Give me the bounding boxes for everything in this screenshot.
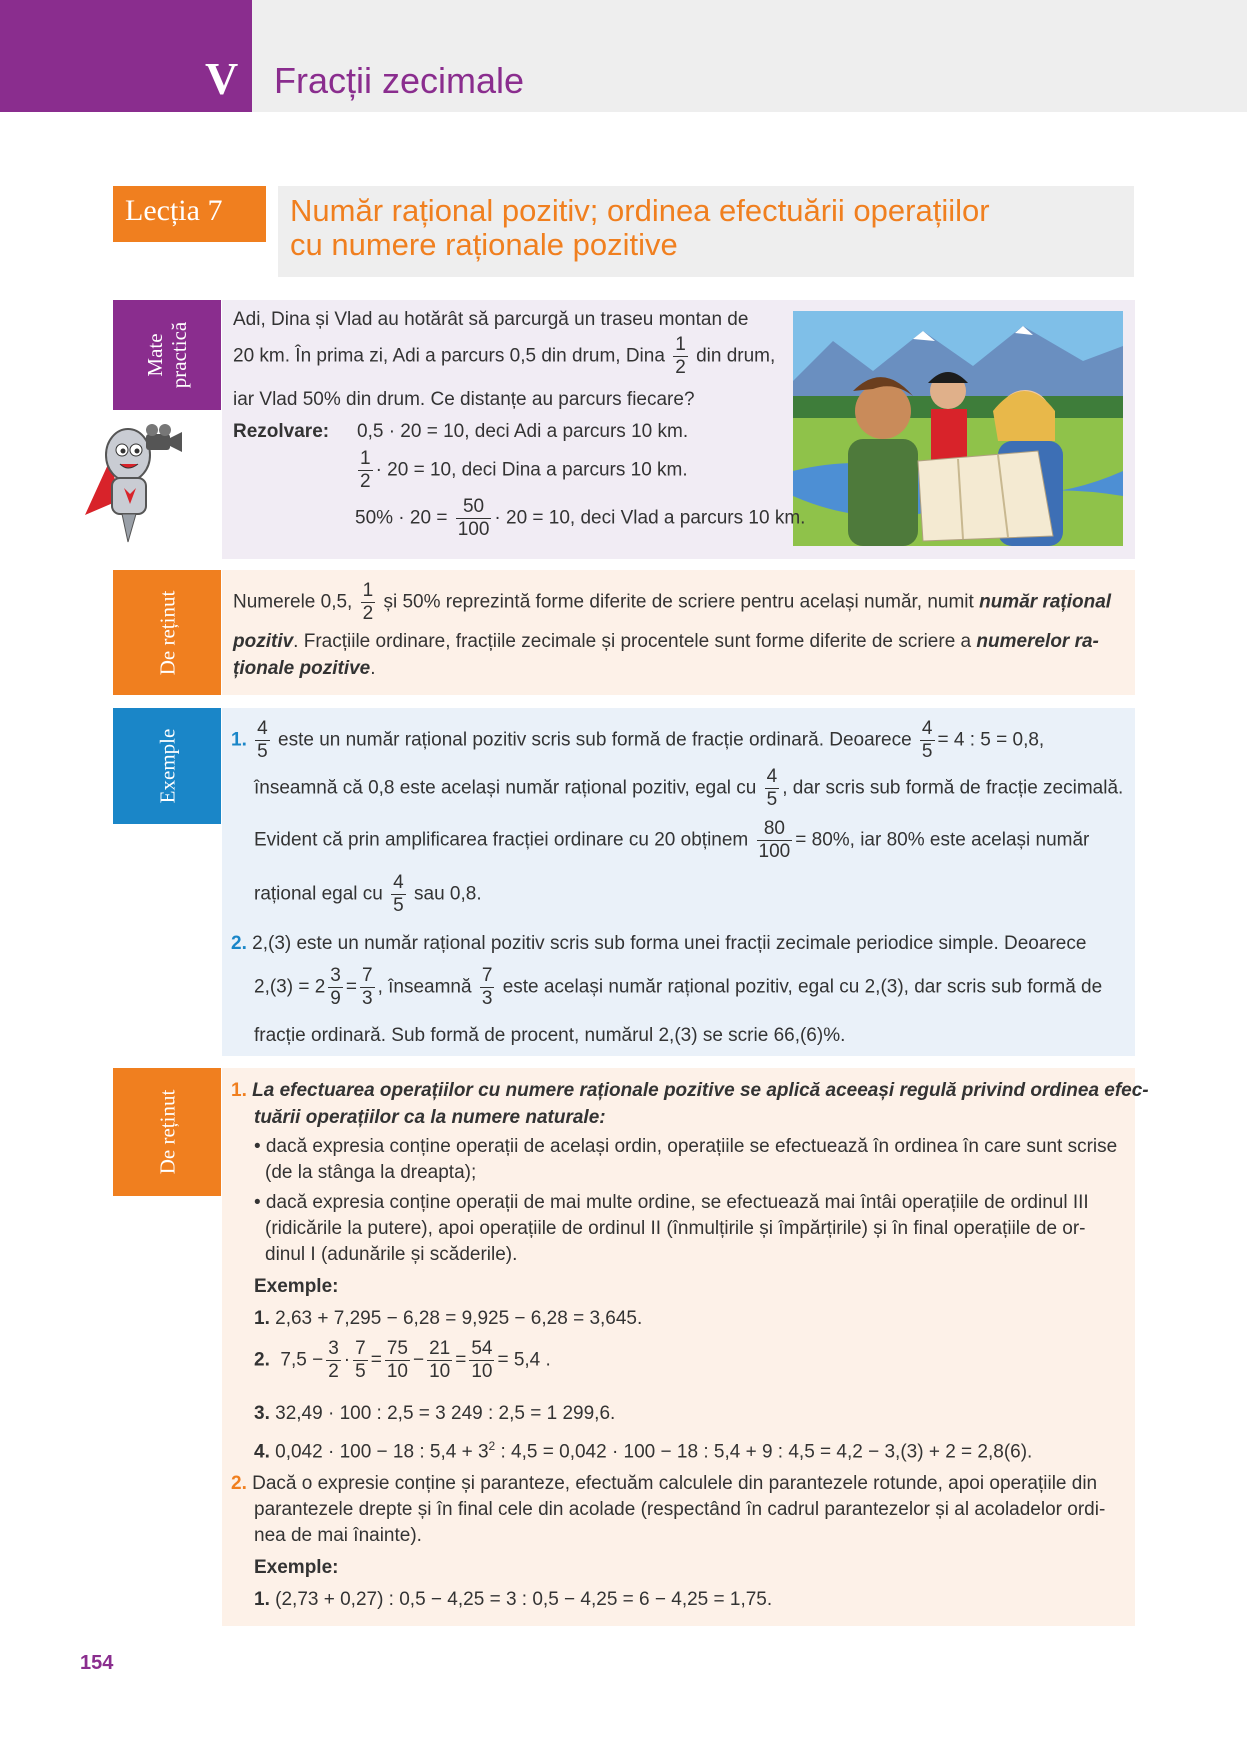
denominator: 10 [429,1361,451,1382]
tab-retinut1-label: De reținut [155,590,179,675]
exemplu-number: 1. [231,729,247,751]
mp-line2 [233,334,775,379]
calc-1-text: 2,63 + 7,295 − 6,28 = 9,925 − 6,28 = 3,645. [275,1308,643,1329]
numerator: 3 [330,965,341,986]
calc-number: 4. [254,1441,270,1463]
calc-4-exponent: 2 [488,1439,496,1453]
fraction-7-3 [480,965,495,1010]
fraction-4-5 [391,872,406,917]
lesson-title-line2: cu numere raționale pozitive [290,227,678,262]
fraction-3-2 [326,1338,341,1383]
denominator: 10 [386,1361,408,1382]
calc-4-a: 0,042 · 100 − 18 : 5,4 + 3 [275,1441,489,1463]
calc-2-d: = [455,1349,467,1371]
calc-example-2: 2. 7,5 − $\frac{3}{2}$ · $\frac{7}{5}$ = $\frac{75}{10}$ − $\frac{21}{10}$ = $\frac{54}{10}$ = 5,4 . [254,1338,551,1382]
calc-4-b: : 4,5 = 0,042 · 100 − 18 : 5,4 + 9 : 4,5 = 4,2 − 3,(3) + 2 = 2,8(6). [495,1441,1033,1463]
numerator: 1 [362,580,374,601]
page-number: 154 [80,1652,114,1674]
calc-number: 3. [254,1403,270,1424]
fraction-54-10 [469,1338,494,1383]
mp-line2-a: 20 km. În prima zi, Adi a parcurs 0,5 din drum, Dina [233,345,665,367]
numerator: 21 [429,1338,451,1359]
mp-line1: Adi, Dina și Vlad au hotărât să parcurgă un traseu montan de [233,309,749,330]
exemplu-2-a: 2,(3) este un număr rațional pozitiv scris sub forma unei fracții zecimale periodice simple. Deoarece [252,933,1087,954]
exemplu-1-h: sau 0,8. [414,883,482,905]
exemplu-1-a: este un număr rațional pozitiv scris sub formă de fracție ordinară. Deoarece [278,729,912,751]
retinut1-line1 [233,580,1111,625]
denominator: 100 [758,841,791,862]
rezolvare-line3-b: · 20 = 10, deci Vlad a parcurs 10 km. [494,507,806,529]
tab-retinut2-label: De reținut [155,1089,179,1175]
retinut1-l1-a: Numerele 0,5, [233,591,353,613]
rezolvare-line2-text: · 20 = 10, deci Dina a parcurs 10 km. [375,459,688,481]
tab-mate-label: Mate practică [142,321,191,389]
denominator: 2 [675,357,686,378]
mascot-illustration [80,420,190,545]
retinut1-l1-b: și 50% reprezintă forme diferite de scriere pentru același număr, numit [383,591,974,613]
fraction-7-3 [360,965,375,1010]
calc-example-3 [254,1402,615,1426]
exemplu-2-line1 [231,932,1086,956]
fraction-4-5 [255,718,270,763]
denominator: 5 [766,789,778,810]
numerator: 1 [675,334,686,355]
fraction-75-10 [385,1338,410,1383]
exemplu-1-line2 [254,766,1123,811]
rule-1-bullet1-line1: • dacă expresia conține operații de același ordin, operațiile se efectuează în ordinea în care sunt scrise [254,1136,1118,1157]
denominator: 2 [328,1361,339,1382]
retinut1-l3-b: . [370,658,376,679]
exemplu-2-b: 2,(3) = 2 [254,976,326,998]
rezolvare-line3 [355,496,805,541]
fraction-80-100 [757,818,793,863]
calc-2-e: = 5,4 . [497,1349,551,1371]
exemplu-1-f: = 80%, iar 80% este același număr [795,829,1090,851]
numerator: 7 [481,965,493,986]
numerator: 4 [393,872,404,893]
denominator: 2 [362,603,374,624]
numerator: 4 [257,718,268,739]
exemplu-2-line2: 2,(3) = 2 $\frac{3}{9}$ = $\frac{7}{3}$ , înseamnă $\frac{7}{3}$ este același număr rațional pozitiv, egal cu 2,(3), dar scris sub formă de [254,965,1103,1009]
numerator: 50 [456,496,492,519]
rule-1-bullet2-line3: dinul I (adunările și scăderile). [265,1244,518,1265]
numerator: 4 [766,766,778,787]
denominator: 9 [330,988,341,1009]
rezolvare-label: Rezolvare: [233,421,330,442]
fraction-1-2 [673,334,688,379]
denominator: 5 [355,1361,366,1382]
exemplu-1-d: , dar scris sub formă de fracție zecimală. [782,777,1124,799]
retinut1-l2-c: numerelor ra- [976,631,1099,652]
calc-number: 2. [254,1349,270,1371]
rule-1-heading-line1 [231,1079,1149,1103]
exemplu-2-d: este același număr rațional pozitiv, egal cu 2,(3), dar scris sub formă de [502,976,1103,998]
exemplu-1-e: Evident că prin amplificarea fracției ordinare cu 20 obținem [254,829,749,851]
tab-exemple [113,708,221,824]
lesson-title-box [278,186,1134,277]
calc-2-b: = [370,1349,382,1371]
rule-2-line2: parantezele drepte și în final cele din acolade (respectând în cadrul parantezelor și al acoladelor ordi- [254,1499,1106,1520]
numerator: 75 [386,1338,408,1359]
denominator: 3 [481,988,493,1009]
denominator: 10 [471,1361,493,1382]
fraction-21-10 [427,1338,452,1383]
rezolvare-line1: 0,5 · 20 = 10, deci Adi a parcurs 10 km. [357,421,689,442]
hikers-photo [793,311,1123,546]
exemplu-1-line3 [254,818,1089,863]
rule-1-h1: La efectuarea operațiilor cu numere raționale pozitive se aplică aceeași regulă privind ordinea efec- [252,1080,1149,1101]
calc-5-text: (2,73 + 0,27) : 0,5 − 4,25 = 3 : 0,5 − 4,25 = 6 − 4,25 = 1,75. [275,1589,773,1610]
exemplu-1-g: rațional egal cu [254,883,383,905]
retinut1-l3-a: ționale pozitive [233,658,371,679]
calc-2-a: 7,5 − [280,1349,324,1371]
fraction-7-5 [353,1338,368,1383]
denominator: 5 [393,895,404,916]
numerator: 7 [361,965,373,986]
retinut1-line3 [233,657,376,681]
exemplu-2-c: , înseamnă [377,976,472,998]
fraction-50-100 [456,496,492,541]
numerator: 7 [355,1338,366,1359]
rule-1-heading-line2: tuării operațiilor ca la numere naturale: [254,1107,606,1128]
tab-de-retinut-1 [113,570,221,695]
numerator: 54 [471,1338,493,1359]
numerator: 80 [757,818,793,841]
tab-mate-practica [113,300,221,410]
numerator: 4 [921,718,933,739]
exemplu-1-line1 [231,718,1044,763]
exemplu-1-b: = 4 : 5 = 0,8, [937,729,1045,751]
calc-example-4 [254,1434,1032,1464]
exemplu-1-line4 [254,872,482,917]
calc-number: 1. [254,1589,270,1610]
exemplu-1-c: înseamnă că 0,8 este același număr rațional pozitiv, egal cu [254,777,757,799]
chapter-number: V [205,53,239,104]
exemplu-number: 2. [231,933,247,954]
denominator: 2 [360,471,371,492]
rule-number: 1. [231,1080,247,1101]
denominator: 5 [921,741,933,762]
fraction-4-5 [765,766,780,811]
calc-example-1 [254,1307,642,1331]
numerator: 3 [328,1338,339,1359]
fraction-3-9 [328,965,343,1010]
tab-exemple-label: Exemple [154,728,179,804]
lesson-label: Lecția 7 [113,186,266,242]
rezolvare-line3-a: 50% · 20 = [355,507,448,529]
rule-2-line1 [231,1472,1097,1496]
rule-number: 2. [231,1473,247,1494]
retinut1-l2-b: . Fracțiile ordinare, fracțiile zecimale și procentele sunt forme diferite de scriere a [293,631,972,652]
denominator: 5 [257,741,268,762]
retinut1-l1-c: număr rațional [979,591,1112,613]
exemple-label-1: Exemple: [254,1276,339,1297]
fraction-4-5 [920,718,935,763]
tab-de-retinut-2 [113,1068,221,1196]
exemple-label-2: Exemple: [254,1557,339,1578]
calc-number: 1. [254,1308,270,1329]
lesson-title-line1: Număr rațional pozitiv; ordinea efectuării operațiilor [290,193,990,228]
denominator: 3 [361,988,373,1009]
numerator: 1 [360,448,371,469]
fraction-1-2 [361,580,376,625]
rule-1-bullet1-line2: (de la stânga la dreapta); [265,1162,477,1183]
fraction-1-2 [358,448,373,493]
chapter-title: Fracții zecimale [274,60,525,101]
mp-line2-b: din drum, [696,345,776,367]
retinut1-line2 [233,630,1099,654]
rule-2-text-1: Dacă o expresie conține și paranteze, efectuăm calculele din parantezele rotunde, apoi operațiile din [252,1473,1098,1494]
mp-line3: iar Vlad 50% din drum. Ce distanțe au parcurs fiecare? [233,389,695,410]
calc-2-c: − [412,1349,425,1371]
rule-1-bullet2-line2: (ridicările la putere), apoi operațiile de ordinul II (înmulțirile și împărțirile) și în final operațiile de or- [265,1218,1086,1239]
calc-3-text: 32,49 · 100 : 2,5 = 3 249 : 2,5 = 1 299,6. [275,1403,616,1424]
retinut1-l2-a: pozitiv [233,631,294,652]
denominator: 100 [457,519,490,540]
rezolvare-line2 [355,448,688,493]
calc-example-5 [254,1588,772,1612]
rule-1-bullet2-line1: • dacă expresia conține operații de mai multe ordine, se efectuează mai întâi operațiile de ordinul III [254,1192,1089,1213]
exemplu-2-line3: fracție ordinară. Sub formă de procent, numărul 2,(3) se scrie 66,(6)%. [254,1025,846,1046]
rule-2-line3: nea de mai înainte). [254,1525,422,1546]
